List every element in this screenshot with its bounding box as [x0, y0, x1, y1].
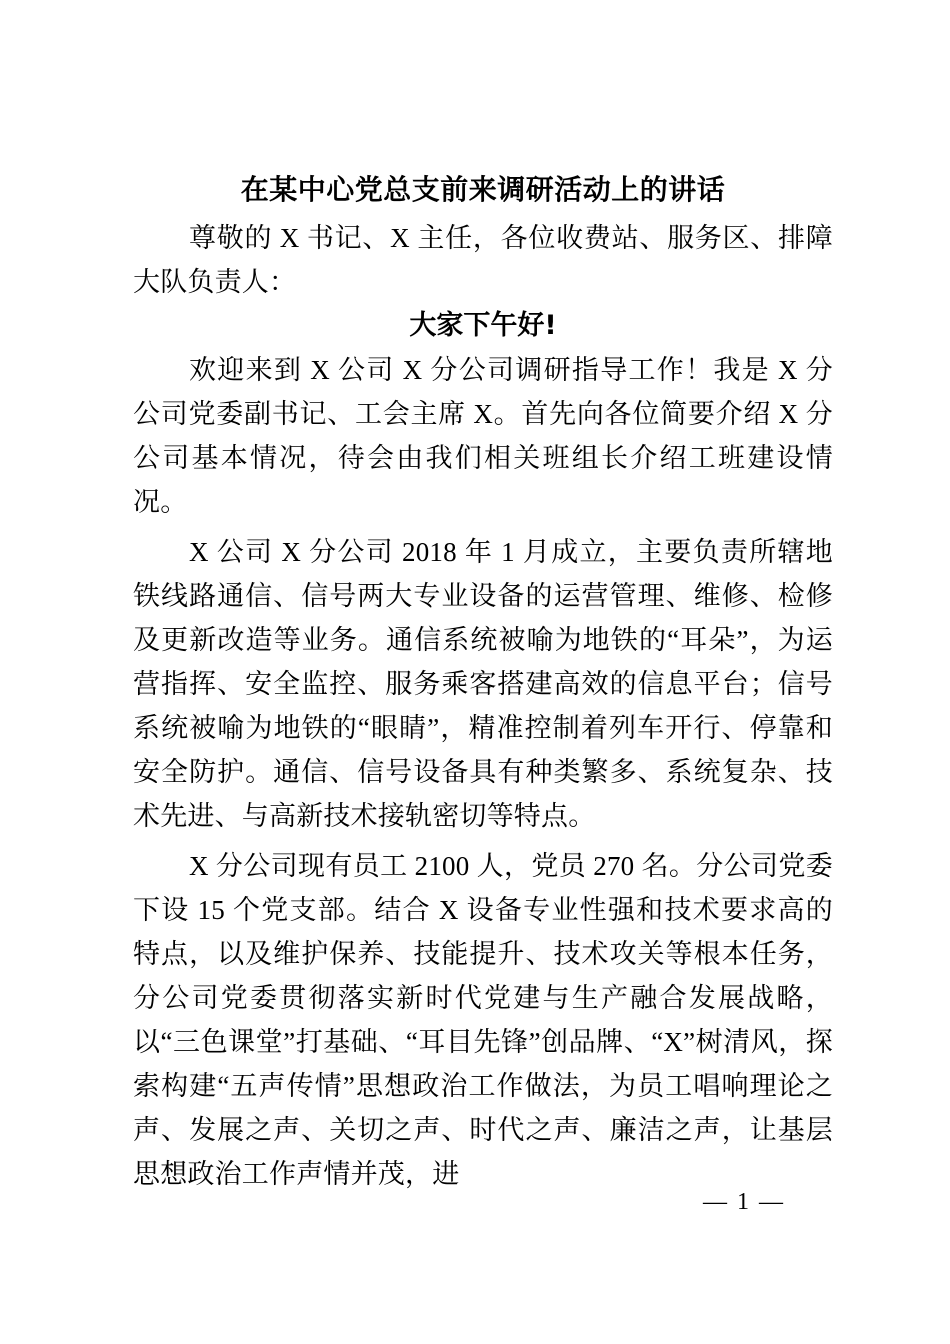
- body-paragraph-1: 欢迎来到 X 公司 X 分公司调研指导工作！我是 X 分公司党委副书记、工会主席 X。首先向各位简要介绍 X 分公司基本情况，待会由我们相关班组长介绍工班建设情况。: [133, 355, 833, 517]
- body-paragraph-2: X 公司 X 分公司 2018 年 1 月成立，主要负责所辖地铁线路通信、信号两大专业设备的运营管理、维修、检修及更新改造等业务。通信系统被喻为地铁的“耳朵”，为运营指挥、安全监控、服务乘客搭建高效的信息平台；信号系统被喻为地铁的“眼睛”，精准控制着列车开行、停靠和安全防护。通信、信号设备具有种类繁多、系统复杂、技术先进、与高新技术接轨密切等特点。: [133, 537, 833, 831]
- document-body: [133, 168, 833, 1196]
- page-number-footer: — 1 —: [703, 1189, 785, 1215]
- greeting-heading: 大家下午好!: [409, 310, 557, 341]
- body-paragraph-3: X 分公司现有员工 2100 人，党员 270 名。分公司党委下设 15 个党支部。结合 X 设备专业性强和技术要求高的特点，以及维护保养、技能提升、技术攻关等根本任务，分公司党委贯彻落实新时代党建与生产融合发展战略，以“三色课堂”打基础、“耳目先锋”创品牌、“X”树清风，探索构建“五声传情”思想政治工作做法，为员工唱响理论之声、发展之声、关切之声、时代之声、廉洁之声，让基层思想政治工作声情并茂，进: [133, 851, 833, 1189]
- page-title: 在某中心党总支前来调研活动上的讲话: [240, 173, 726, 206]
- salutation-paragraph: 尊敬的 X 书记、X 主任，各位收费站、服务区、排障大队负责人：: [133, 223, 833, 297]
